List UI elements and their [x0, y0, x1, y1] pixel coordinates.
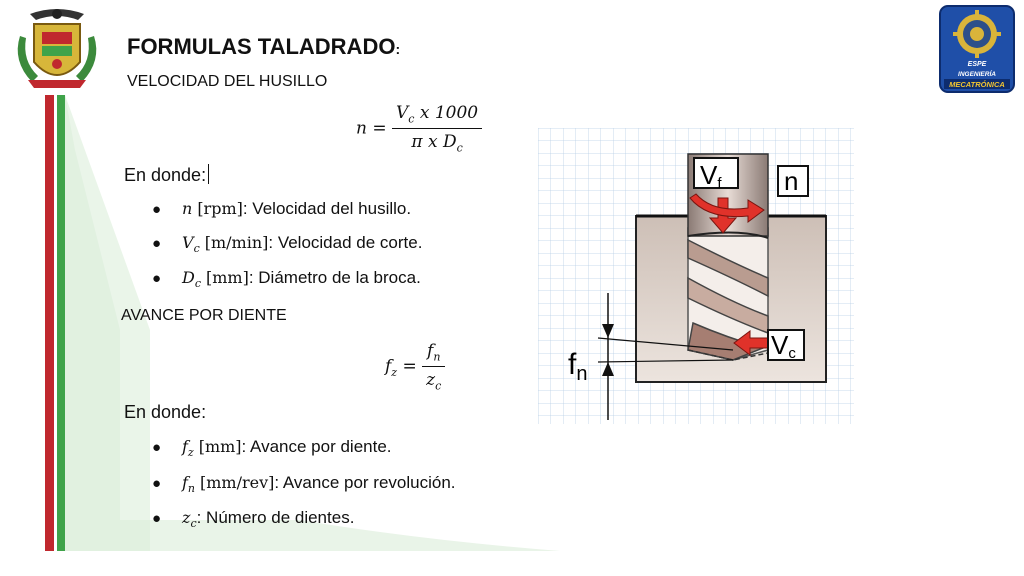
red-stripe [45, 95, 54, 551]
item-sub: c [194, 277, 201, 291]
definition-item-n [152, 199, 411, 219]
item-unit: [m/min] [204, 233, 269, 252]
logo-text-ingenieria: INGENIERÍA [958, 71, 996, 78]
item-unit: [mm] [206, 268, 249, 287]
definitions-intro-1 [124, 164, 209, 186]
item-var: D [182, 268, 195, 287]
title-text: FORMULAS TALADRADO [127, 34, 396, 59]
item-var: n [182, 199, 193, 218]
item-sub: n [187, 482, 196, 496]
formula2-lhs-var: f [385, 356, 392, 377]
item-desc: : Avance por diente. [241, 437, 392, 456]
formula1-num-rest: x 1000 [414, 103, 479, 123]
formula2-numerator [422, 341, 445, 367]
definition-item-dc [152, 268, 421, 290]
definition-item-fn [152, 473, 456, 495]
item-var: V [182, 233, 194, 252]
fn-label-sub: n [576, 363, 588, 385]
formula-avance-diente [385, 341, 445, 393]
formula2-eq: = [397, 356, 417, 377]
item-var: f [182, 473, 188, 492]
formula2-num-var: f [427, 341, 434, 361]
formula1-den-sub: c [456, 141, 463, 155]
item-var-group [182, 268, 201, 290]
title-colon: : [395, 41, 401, 57]
definitions-intro-2: En donde: [124, 402, 207, 422]
item-desc: : Velocidad del husillo. [242, 199, 412, 218]
formula1-numerator [392, 103, 482, 129]
item-unit: [mm] [198, 437, 242, 456]
item-var-group [182, 233, 200, 255]
green-stripe [57, 95, 65, 551]
item-var: f [182, 437, 188, 456]
formula1-num-var: V [396, 103, 409, 123]
formula1-denominator [392, 129, 482, 154]
vf-label-main: V [700, 160, 718, 190]
n-label: n [784, 166, 799, 196]
vf-label-sub: f [717, 175, 722, 192]
item-desc: : Velocidad de corte. [268, 233, 423, 252]
definition-item-zc [152, 508, 354, 530]
drilling-diagram [538, 128, 854, 424]
item-var-group [182, 473, 195, 495]
section-heading-avance: AVANCE POR DIENTE [121, 307, 287, 324]
definition-item-fz [152, 437, 392, 459]
item-var: z [182, 508, 191, 527]
item-sub: c [190, 517, 197, 531]
formula2-num-sub: n [433, 350, 441, 364]
formula1-den-pre: π x [411, 132, 443, 153]
coat-of-arms-logo [8, 6, 106, 92]
formula1-fraction [392, 103, 482, 155]
item-var-group [182, 437, 194, 459]
formula2-fraction [422, 341, 445, 393]
item-desc: : Número de dientes. [196, 508, 355, 527]
fn-label-main: f [568, 348, 577, 381]
definition-item-vc [152, 233, 422, 255]
text-cursor [208, 164, 209, 184]
item-sub: c [193, 242, 200, 256]
vc-label-main: V [771, 330, 789, 360]
intro1-text: En donde: [124, 165, 207, 185]
formula-velocidad-husillo [356, 103, 482, 155]
page-title [127, 34, 400, 60]
logo-text-espe: ESPE [967, 61, 987, 68]
formula1-lhs: n = [356, 118, 387, 139]
formula2-den-var: z [426, 370, 436, 391]
item-unit: [mm/rev] [200, 473, 275, 492]
logo-text-mecatronica: MECATRÓNICA [949, 80, 1005, 89]
vc-label-sub: c [788, 345, 796, 362]
formula1-den-var: D [442, 132, 457, 153]
bullet-icon: ● [152, 510, 162, 527]
bullet-icon: ● [152, 270, 162, 287]
item-sub: z [187, 446, 194, 460]
espe-mecatronica-logo [938, 4, 1016, 94]
item-var-group [182, 508, 197, 530]
formula2-denominator [422, 367, 445, 392]
bullet-icon: ● [152, 475, 162, 492]
formula2-lhs-sub: z [391, 365, 398, 379]
item-unit: [rpm] [197, 199, 243, 218]
item-desc: : Avance por revolución. [274, 473, 456, 492]
item-desc: : Diámetro de la broca. [248, 268, 421, 287]
bullet-icon: ● [152, 201, 162, 218]
section-heading-velocidad: VELOCIDAD DEL HUSILLO [127, 73, 328, 90]
formula2-den-sub: c [435, 379, 442, 393]
bullet-icon: ● [152, 235, 162, 252]
bullet-icon: ● [152, 439, 162, 456]
formula1-num-sub: c [408, 112, 415, 126]
